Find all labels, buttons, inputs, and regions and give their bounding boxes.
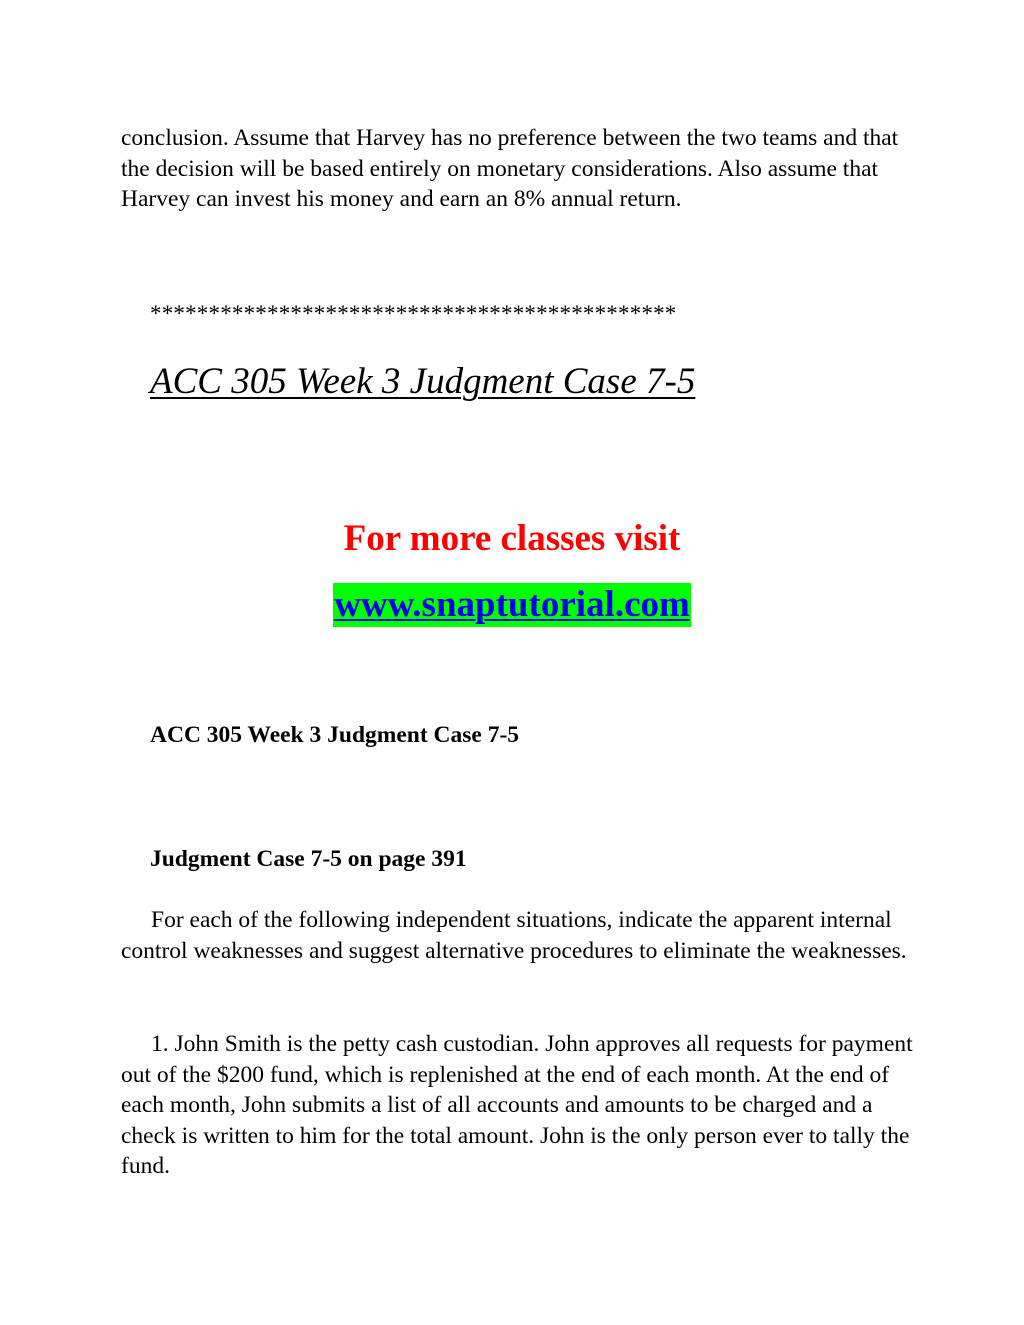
promo-link-container (0, 583, 1024, 627)
section-heading: ACC 305 Week 3 Judgment Case 7-5 (150, 722, 520, 748)
promo-link[interactable]: www.snaptutorial.com (334, 584, 690, 625)
course-title: ACC 305 Week 3 Judgment Case 7-5 (150, 361, 696, 402)
intro-paragraph: conclusion. Assume that Harvey has no preference between the two teams and that the decision will be based entirely on monetary considerations. Also assume that Harvey can invest his money and earn an 8% annual return. (121, 125, 899, 212)
promo-heading: For more classes visit (343, 518, 681, 559)
instructions-paragraph: For each of the following independent situations, indicate the apparent internal control weaknesses and suggest alternative procedures to eliminate the weaknesses. (121, 907, 907, 964)
case-heading: Judgment Case 7-5 on page 391 (150, 846, 467, 872)
separator-line: ********************************************* (150, 301, 677, 326)
item-1-paragraph: 1. John Smith is the petty cash custodian. John approves all requests for payment out of the $200 fund, which is replenished at the end of each month. At the end of each month, John submits a list of all accounts and amounts to be charged and a check is written to him for the total amount. John is the only person ever to tally the fund. (121, 1031, 913, 1179)
